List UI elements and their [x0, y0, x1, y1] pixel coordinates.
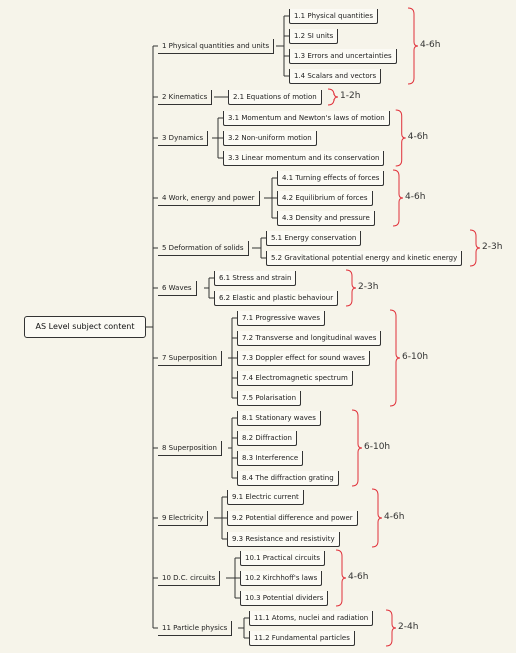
subtopic-node[interactable]: 11.2 Fundamental particles: [249, 631, 355, 646]
subtopic-node[interactable]: 2.1 Equations of motion: [228, 90, 322, 105]
time-estimate-label: 6-10h: [402, 352, 429, 362]
subtopic-node[interactable]: 8.3 Interference: [237, 451, 303, 466]
subtopic-node[interactable]: 8.1 Stationary waves: [237, 411, 321, 426]
time-estimate-label: 4-6h: [407, 132, 429, 142]
topic-node[interactable]: 8 Superposition: [158, 441, 222, 456]
topic-node[interactable]: 11 Particle physics: [158, 621, 232, 636]
subtopic-node[interactable]: 3.1 Momentum and Newton's laws of motion: [223, 111, 390, 126]
subtopic-node[interactable]: 1.4 Scalars and vectors: [289, 69, 381, 84]
subtopic-node[interactable]: 4.1 Turning effects of forces: [277, 171, 384, 186]
subtopic-node[interactable]: 5.1 Energy conservation: [266, 231, 361, 246]
subtopic-node[interactable]: 7.1 Progressive waves: [237, 311, 325, 326]
time-estimate-label: 4-6h: [405, 192, 426, 202]
subtopic-node[interactable]: 10.1 Practical circuits: [240, 551, 325, 566]
time-estimate-label: 1-2h: [340, 91, 361, 101]
time-estimate-label: 2-3h: [358, 282, 379, 292]
subtopic-node[interactable]: 4.2 Equilibrium of forces: [277, 191, 373, 206]
subtopic-node[interactable]: 5.2 Gravitational potential energy and kinetic energy: [266, 251, 462, 266]
subtopic-node[interactable]: 6.1 Stress and strain: [214, 271, 296, 286]
topic-node[interactable]: 2 Kinematics: [158, 90, 212, 105]
subtopic-node[interactable]: 11.1 Atoms, nuclei and radiation: [249, 611, 373, 626]
subtopic-node[interactable]: 10.2 Kirchhoff's laws: [240, 571, 322, 586]
subtopic-node[interactable]: 10.3 Potential dividers: [240, 591, 328, 606]
subtopic-node[interactable]: 1.3 Errors and uncertainties: [289, 49, 397, 64]
root-node[interactable]: AS Level subject content: [24, 316, 146, 338]
subtopic-node[interactable]: 8.2 Diffraction: [237, 431, 297, 446]
topic-node[interactable]: 9 Electricity: [158, 511, 208, 526]
time-estimate-label: 4-6h: [384, 512, 405, 522]
time-estimate-label: 6-10h: [364, 442, 391, 452]
subtopic-node[interactable]: 3.3 Linear momentum and its conservation: [223, 151, 384, 166]
time-estimate-label: 4-6h: [348, 572, 369, 582]
subtopic-node[interactable]: 7.3 Doppler effect for sound waves: [237, 351, 370, 366]
topic-node[interactable]: 1 Physical quantities and units: [158, 39, 274, 54]
subtopic-node[interactable]: 6.2 Elastic and plastic behaviour: [214, 291, 338, 306]
subtopic-node[interactable]: 1.1 Physical quantities: [289, 9, 378, 24]
subtopic-node[interactable]: 9.2 Potential difference and power: [227, 511, 358, 526]
topic-node[interactable]: 5 Deformation of solids: [158, 241, 249, 256]
subtopic-node[interactable]: 4.3 Density and pressure: [277, 211, 375, 226]
time-estimate-label: 4-6h: [420, 40, 441, 50]
topic-node[interactable]: 10 D.C. circuits: [158, 571, 220, 586]
subtopic-node[interactable]: 7.5 Polarisation: [237, 391, 301, 406]
subtopic-node[interactable]: 7.4 Electromagnetic spectrum: [237, 371, 353, 386]
topic-node[interactable]: 4 Work, energy and power: [158, 191, 260, 206]
time-estimate-label: 2-3h: [482, 242, 503, 252]
subtopic-node[interactable]: 9.1 Electric current: [227, 490, 304, 505]
topic-node[interactable]: 7 Superposition: [158, 351, 222, 366]
subtopic-node[interactable]: 3.2 Non-uniform motion: [223, 131, 317, 146]
subtopic-node[interactable]: 7.2 Transverse and longitudinal waves: [237, 331, 381, 346]
time-estimate-label: 2-4h: [398, 622, 419, 632]
subtopic-node[interactable]: 1.2 SI units: [289, 29, 338, 44]
topic-node[interactable]: 3 Dynamics: [158, 131, 208, 146]
subtopic-node[interactable]: 9.3 Resistance and resistivity: [227, 532, 340, 547]
topic-node[interactable]: 6 Waves: [158, 281, 197, 296]
subtopic-node[interactable]: 8.4 The diffraction grating: [237, 471, 339, 486]
